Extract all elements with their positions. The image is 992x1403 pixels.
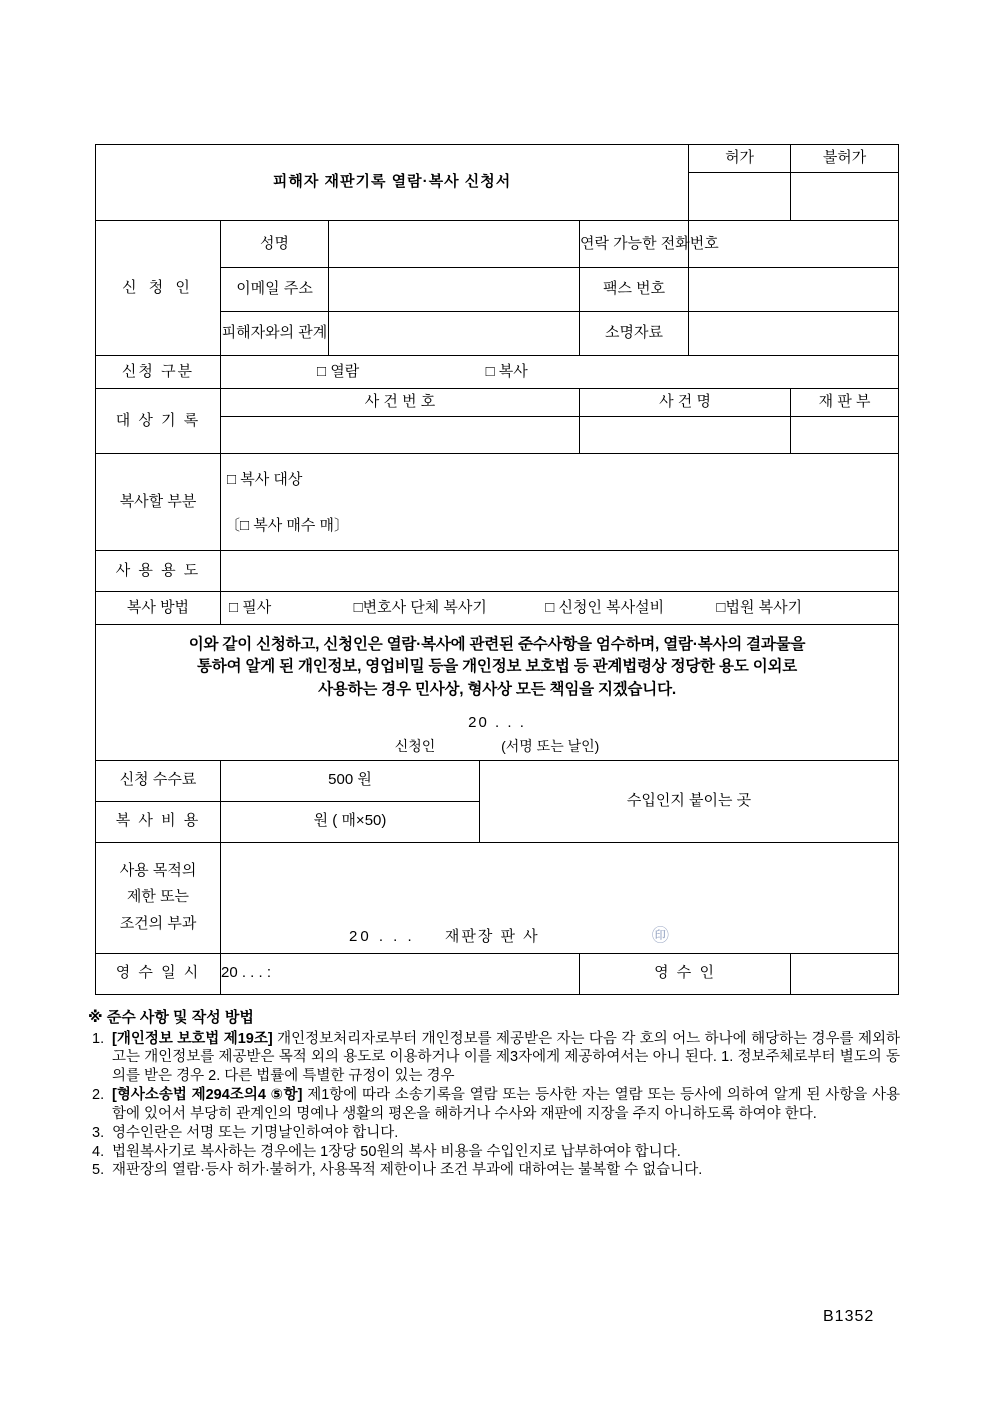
applicant-evidence-field[interactable] xyxy=(689,312,899,356)
applicant-section-label: 신 청 인 xyxy=(96,221,221,356)
target-record-header-row xyxy=(96,389,899,417)
note-item xyxy=(88,1143,900,1162)
declaration-row xyxy=(96,625,899,761)
applicant-fax-label: 팩스 번호 xyxy=(580,268,689,312)
applicant-phone-label xyxy=(580,221,719,268)
copy-count-option[interactable]: 〔□ 복사 매수 매〕 xyxy=(225,517,350,534)
note-text: 제1항에 따라 소송기록을 열람 또는 등사한 자는 열람 또는 등사에 의하여 알게 된 사항을 사용함에 있어서 부당히 관계인의 명예나 생활의 평온을 해하거나 수사와 재판에 지장을 주지 아니하도록 하여야 한다. xyxy=(112,1087,900,1122)
declaration-text xyxy=(96,625,898,705)
application-form-table xyxy=(95,144,899,995)
copy-method-options xyxy=(221,592,899,625)
seal-icon: ㊞ xyxy=(651,925,669,945)
restriction-label-line-2: 제한 또는 xyxy=(126,888,190,906)
applicant-relation-field[interactable] xyxy=(329,312,580,356)
note-item xyxy=(88,1030,900,1087)
note-bold: [개인정보 보호법 제19조] xyxy=(112,1030,273,1047)
receiver-label: 영 수 인 xyxy=(580,953,791,994)
usage-label: 사 용 용 도 xyxy=(96,551,221,592)
copy-cost-label: 복 사 비 용 xyxy=(96,801,221,842)
revenue-stamp-area[interactable]: 수입인지 붙이는 곳 xyxy=(480,760,899,842)
copy-cost-value[interactable]: 원 ( 매×50) xyxy=(221,801,480,842)
case-number-field[interactable] xyxy=(221,417,580,454)
declaration-signature-line xyxy=(96,737,898,760)
restriction-label-line-3: 조건의 부과 xyxy=(119,914,197,932)
declaration-line-2: 통하여 알게 된 개인정보, 영업비밀 등을 개인정보 보호법 등 관계법령상 정당한 용도 이외로 xyxy=(197,658,798,676)
declaration-line-3: 사용하는 경우 민사상, 형사상 모든 책임을 지겠습니다. xyxy=(318,680,676,698)
approval-deny-header: 불허가 xyxy=(791,145,899,173)
note-item xyxy=(88,1161,900,1180)
receipt-row xyxy=(96,953,899,994)
applicant-name-field[interactable] xyxy=(329,221,580,268)
note-item xyxy=(88,1124,900,1143)
approval-allow-header: 허가 xyxy=(689,145,791,173)
checkbox-method-bar-association-copier[interactable]: □변호사 단체 복사기 xyxy=(353,598,487,616)
presiding-judge-label: 재판장 판 사 xyxy=(444,927,540,945)
approval-allow-field[interactable] xyxy=(689,173,791,221)
request-type-row xyxy=(96,356,899,389)
restriction-row xyxy=(96,842,899,953)
copy-method-label: 복사 방법 xyxy=(96,592,221,625)
case-name-field[interactable] xyxy=(580,417,791,454)
application-fee-row xyxy=(96,760,899,801)
checkbox-method-applicant-equipment[interactable]: □ 신청인 복사설비 xyxy=(545,598,665,616)
receipt-datetime-value[interactable]: 20 . . . : xyxy=(221,953,580,994)
restriction-field[interactable] xyxy=(221,842,899,953)
note-text: 개인정보처리자로부터 개인정보를 제공받은 자는 다음 각 호의 어느 하나에 해당하는 경우를 제외하고는 개인정보를 제공받은 목적 외의 용도로 이용하거나 이를 제3자에게 제공하여서는 아니 된다. 1. 정보주체로부터 별도의 동의를 받은 경우 2. 다른 법률에 특별한 규정이 있는 경우 xyxy=(112,1030,900,1085)
copy-method-row xyxy=(96,592,899,625)
note-number: 2. xyxy=(92,1087,105,1104)
usage-row xyxy=(96,551,899,592)
court-division-header: 재 판 부 xyxy=(791,389,899,417)
approval-deny-field[interactable] xyxy=(791,173,899,221)
applicant-signature-label: 신청인 xyxy=(394,737,436,754)
court-division-field[interactable] xyxy=(791,417,899,454)
application-fee-value: 500 원 xyxy=(221,760,480,801)
note-text: 재판장의 열람·등사 허가·불허가, 사용목적 제한이나 조건 부과에 대하여는 불복할 수 없습니다. xyxy=(112,1162,703,1179)
declaration-cell xyxy=(96,625,899,761)
note-item xyxy=(88,1086,900,1124)
copy-part-field[interactable] xyxy=(221,454,899,551)
applicant-email-label: 이메일 주소 xyxy=(221,268,329,312)
note-number: 3. xyxy=(92,1124,105,1141)
declaration-line-1: 이와 같이 신청하고, 신청인은 열람·복사에 관련된 준수사항을 엄수하며, 열람·복사의 결과물을 xyxy=(188,636,806,653)
application-fee-label: 신청 수수료 xyxy=(96,760,221,801)
receiver-field[interactable] xyxy=(791,953,899,994)
applicant-fax-field[interactable] xyxy=(689,268,899,312)
checkbox-method-court-copier[interactable]: □법원 복사기 xyxy=(716,598,803,616)
receipt-datetime-label: 영 수 일 시 xyxy=(96,953,221,994)
note-number: 5. xyxy=(92,1162,105,1179)
declaration-date-line[interactable]: 20 . . . xyxy=(468,714,526,732)
note-number: 1. xyxy=(92,1030,105,1047)
usage-field[interactable] xyxy=(221,551,899,592)
copy-target-option[interactable]: □ 복사 대상 xyxy=(227,470,303,488)
copy-part-row xyxy=(96,454,899,551)
request-type-options xyxy=(221,356,899,389)
request-type-label: 신청 구분 xyxy=(96,356,221,389)
signature-note: (서명 또는 날인) xyxy=(501,737,600,754)
applicant-evidence-label: 소명자료 xyxy=(580,312,689,356)
case-number-header: 사 건 번 호 xyxy=(221,389,580,417)
note-text: 영수인란은 서명 또는 기명날인하여야 합니다. xyxy=(112,1124,399,1141)
title-row xyxy=(96,145,899,173)
applicant-name-label: 성명 xyxy=(221,221,329,268)
checkbox-option-copy[interactable]: □ 복사 xyxy=(485,362,528,380)
note-number: 4. xyxy=(92,1143,105,1160)
judge-signature-line xyxy=(221,925,898,948)
footer-code: B1352 xyxy=(823,1308,875,1325)
applicant-email-field[interactable] xyxy=(329,268,580,312)
copy-part-label: 복사할 부분 xyxy=(96,454,221,551)
restriction-label xyxy=(96,842,221,953)
restriction-label-line-1: 사용 목적의 xyxy=(119,862,197,880)
restriction-body[interactable] xyxy=(221,843,898,953)
restriction-date[interactable]: 20 . . . xyxy=(349,927,415,945)
applicant-relation-label: 피해자와의 관계 xyxy=(221,312,329,356)
target-record-label: 대 상 기 록 xyxy=(96,389,221,454)
checkbox-method-handwrite[interactable]: □ 필사 xyxy=(229,598,272,616)
notes-section xyxy=(88,1008,900,1180)
note-bold: [형사소송법 제294조의4 ⑤항] xyxy=(112,1087,303,1104)
applicant-phone-field[interactable] xyxy=(689,221,899,268)
note-text: 법원복사기로 복사하는 경우에는 1장당 50원의 복사 비용을 수입인지로 납부하여야 합니다. xyxy=(112,1143,681,1160)
checkbox-option-view[interactable]: □ 열람 xyxy=(317,362,360,380)
applicant-name-row xyxy=(96,221,899,268)
page-title: 피해자 재판기록 열람·복사 신청서 xyxy=(96,145,689,221)
case-name-header: 사 건 명 xyxy=(580,389,791,417)
applicant-phone-label-text: 연락 가능한 전화번호 xyxy=(580,234,719,252)
notes-title: ※ 준수 사항 및 작성 방법 xyxy=(88,1009,254,1026)
